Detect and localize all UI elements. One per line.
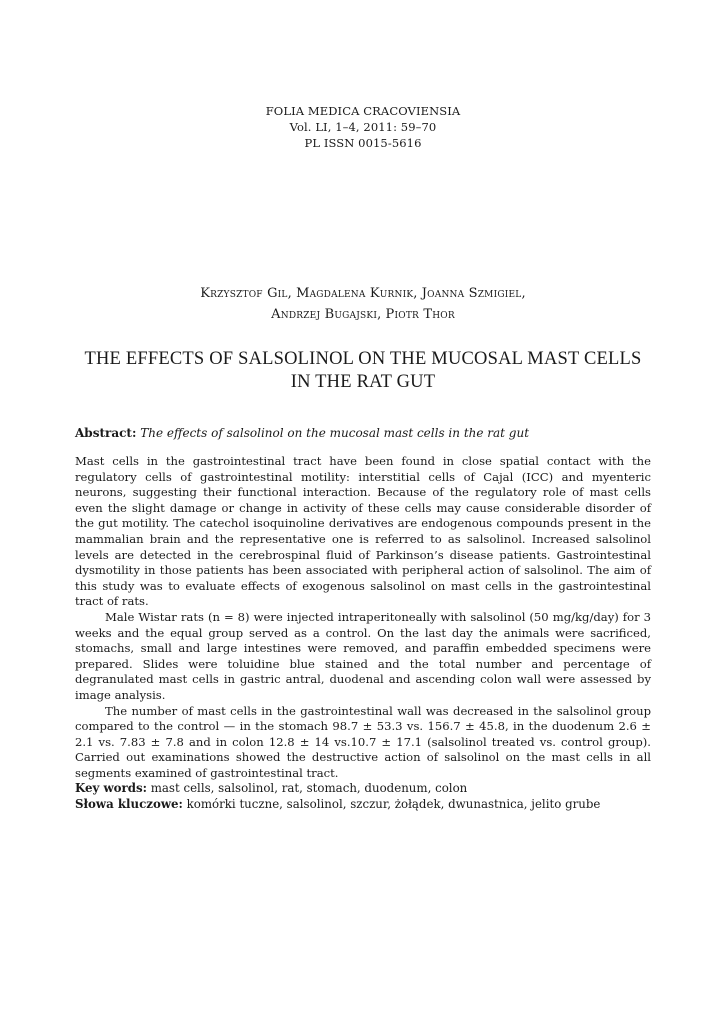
paper-title-line-1: THE EFFECTS OF SALSOLINOL ON THE MUCOSAL MAST CELLS [84, 349, 642, 369]
paper-title-line-2: IN THE RAT GUT [290, 372, 436, 392]
keywords-pl-label: Słowa kluczowe: [75, 797, 183, 811]
keywords-pl [75, 796, 651, 812]
keywords-block [75, 780, 651, 812]
journal-volume: Vol. LI, 1–4, 2011: 59–70 [289, 120, 437, 134]
author-line-2 [75, 304, 651, 325]
author-name: Piotr Thor [385, 307, 455, 322]
journal-issn: PL ISSN 0015-5616 [304, 136, 422, 150]
abstract-subtitle: The effects of salsolinol on the mucosal mast cells in the rat gut [140, 426, 530, 440]
abstract-paragraph: The number of mast cells in the gastrointestinal wall was decreased in the salsolinol group compared to the control — in the stomach 98.7 ± 53.3 vs. 156.7 ± 45.8, in the duodenum 2.6 ± 2.1 vs. 7.83 ± 7.8 and in colon 12.8 ± 14 vs.10.7 ± 17.1 (salsolinol treated vs. control group). Carried out examinations showed the destructive action of salsolinol on the mast cells in all segments examined of gastrointestinal tract. [75, 703, 651, 780]
author-list [75, 283, 651, 325]
author-name: Andrzej Bugajski, [271, 307, 382, 322]
abstract-heading [75, 425, 651, 442]
journal-header [75, 103, 651, 151]
author-line-1 [75, 283, 651, 304]
keywords-en-label: Key words: [75, 781, 147, 795]
keywords-en-value: mast cells, salsolinol, rat, stomach, duodenum, colon [150, 781, 468, 795]
author-name: Joanna Szmigiel, [421, 286, 526, 301]
author-name: Krzysztof Gil, [200, 286, 292, 301]
paper-title [75, 348, 651, 394]
author-name: Magdalena Kurnik, [296, 286, 418, 301]
keywords-pl-value: komórki tuczne, salsolinol, szczur, żołądek, dwunastnica, jelito grube [186, 797, 601, 811]
abstract-body [75, 454, 651, 781]
keywords-en [75, 780, 651, 796]
abstract-paragraph: Mast cells in the gastrointestinal tract have been found in close spatial contact with the regulatory cells of gastrointestinal motility: interstitial cells of Cajal (ICC) and myenteric neurons, suggesting their functional interaction. Because of the regulatory role of mast cells even the slight damage or change in activity of these cells may cause considerable disorder of the gut motility. The catechol isoquinoline derivatives are endogenous compounds present in the mammalian brain and the representative one is referred to as salsolinol. Increased salsolinol levels are detected in the cerebrospinal fluid of Parkinson’s disease patients. Gastrointestinal dysmotility in those patients has been associated with peripheral action of salsolinol. The aim of this study was to evaluate effects of exogenous salsolinol on mast cells in the gastrointestinal tract of rats. [75, 454, 651, 609]
abstract-paragraph: Male Wistar rats (n = 8) were injected intraperitoneally with salsolinol (50 mg/kg/day) for 3 weeks and the equal group served as a control. On the last day the animals were sacrificed, stomachs, small and large intestines were removed, and paraffin embedded specimens were prepared. Slides were toluidine blue stained and the total number and percentage of degranulated mast cells in gastric antral, duodenal and ascending colon wall were assessed by image analysis. [75, 609, 651, 702]
abstract-label: Abstract: [75, 426, 137, 440]
journal-name: FOLIA MEDICA CRACOVIENSIA [265, 104, 461, 118]
